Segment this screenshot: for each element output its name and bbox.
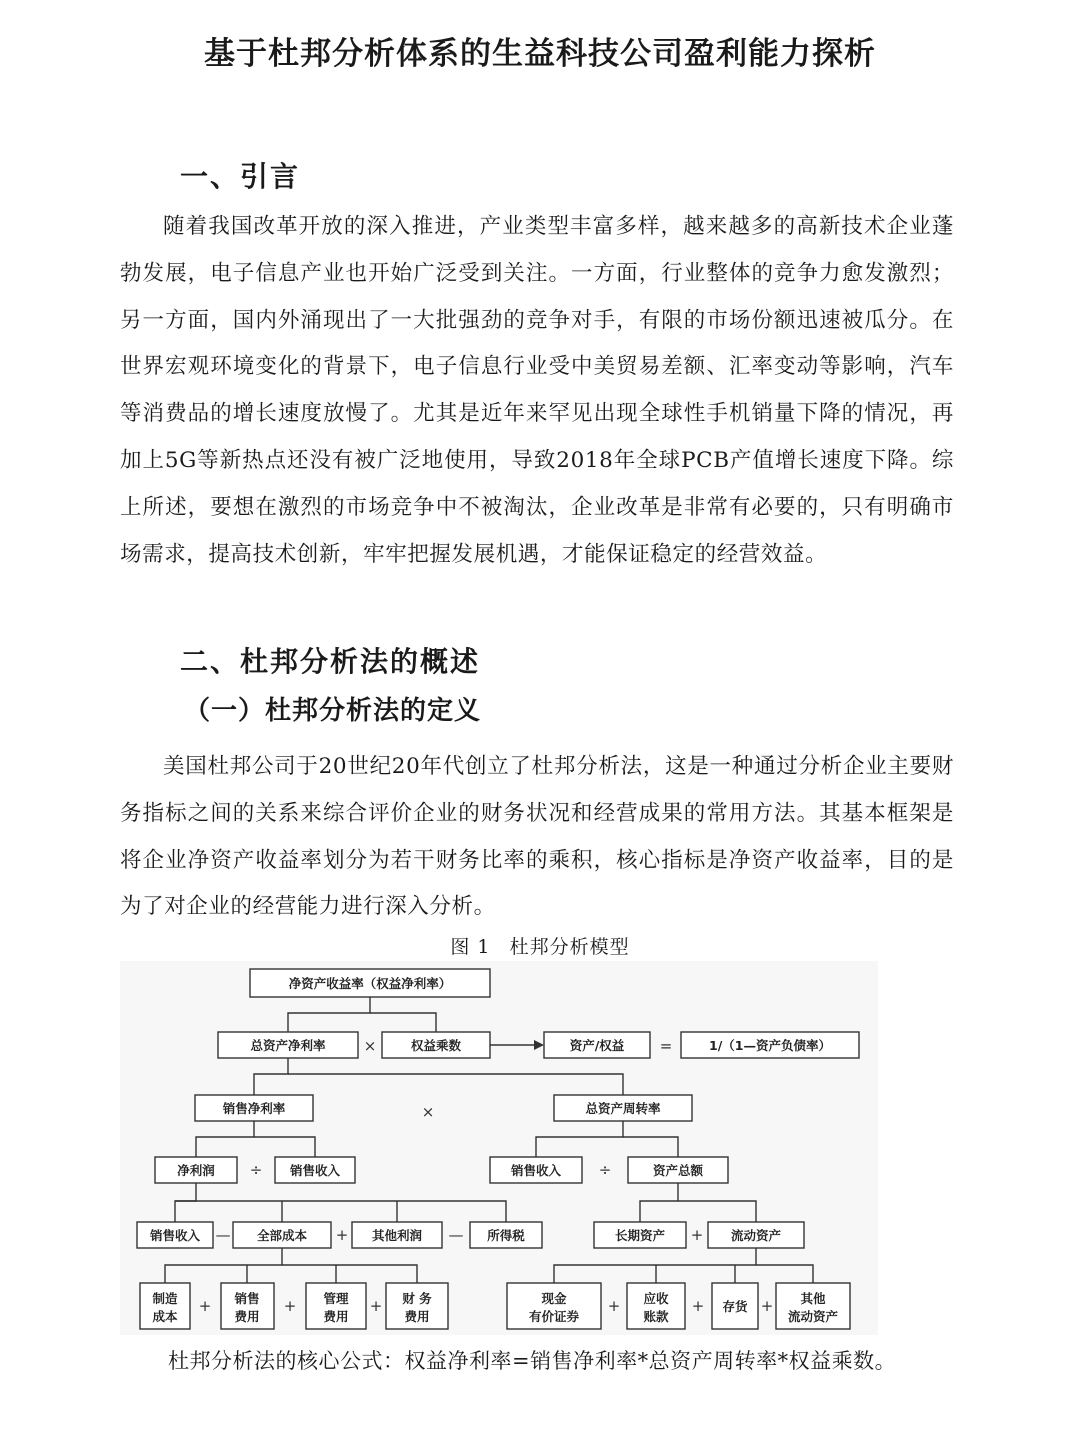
label-net-profit: 净利润 (177, 1163, 215, 1178)
label-assets-over-equity: 资产/权益 (569, 1038, 625, 1053)
connector-total-cost-fin (282, 1265, 417, 1283)
connector-net-margin (196, 1121, 254, 1157)
document-title: 基于杜邦分析体系的生益科技公司盈利能力探析 (204, 36, 876, 72)
label-fin-exp-1: 财 务 (402, 1291, 432, 1306)
label-receivable-2: 账款 (643, 1309, 669, 1324)
label-sales-revenue-a: 销售收入 (289, 1163, 341, 1178)
label-receivable-1: 应收 (643, 1291, 669, 1306)
op-plus-6: + (607, 1297, 621, 1315)
connector-turnover (536, 1121, 623, 1157)
op-times-1: × (363, 1037, 377, 1055)
connector-net-profit (175, 1183, 196, 1222)
op-divide-1: ÷ (249, 1161, 263, 1179)
op-plus-2: + (690, 1226, 704, 1244)
connector-total-assets-current (678, 1201, 756, 1222)
op-plus-7: + (691, 1297, 705, 1315)
op-minus-2: — (448, 1226, 464, 1244)
figure-caption-label: 图 1 (450, 936, 491, 958)
op-times-2: × (421, 1103, 435, 1121)
label-roe: 净资产收益率（权益净利率） (288, 976, 452, 991)
label-total-cost: 全部成本 (256, 1228, 308, 1243)
op-minus-1: — (215, 1226, 231, 1244)
label-inventory: 存货 (722, 1299, 748, 1314)
label-fin-exp-2: 费用 (404, 1309, 430, 1324)
label-income-tax: 所得税 (487, 1228, 525, 1243)
core-formula: 杜邦分析法的核心公式：权益净利率=销售净利率*总资产周转率*权益乘数。 (168, 1349, 897, 1373)
label-one-over-debt: 1/（1—资产负债率） (709, 1038, 831, 1053)
label-equity-multiplier: 权益乘数 (410, 1038, 462, 1053)
connector-current-assets (554, 1248, 756, 1283)
label-admin-exp-2: 费用 (323, 1309, 349, 1324)
section-heading-introduction: 一、引言 (180, 160, 301, 193)
label-other-current-2: 流动资产 (787, 1309, 839, 1324)
op-plus-3: + (198, 1297, 212, 1315)
label-cash-2: 有价证券 (528, 1309, 580, 1324)
connector-net-profit-tax (175, 1201, 506, 1222)
op-equals: = (659, 1037, 673, 1055)
definition-paragraph: 美国杜邦公司于20世纪20年代创立了杜邦分析法，这是一种通过分析企业主要财务指标之间的关系来综合评价企业的财务状况和经营成果的常用方法。其基本框架是将企业净资产收益率划分为若干财务比率的乘积，核心指标是净资产收益率，目的是为了对企业的经营能力进行深入分析。 (120, 754, 954, 920)
arrow-head (534, 1040, 544, 1050)
label-selling-exp-1: 销售 (234, 1291, 260, 1306)
op-plus-8: + (760, 1297, 774, 1315)
label-long-term-assets: 长期资产 (614, 1228, 666, 1243)
label-selling-exp-2: 费用 (234, 1309, 260, 1324)
connector-current-assets-other (756, 1265, 813, 1283)
figure-caption (0, 932, 1080, 959)
connector-roe-equity (370, 1013, 436, 1032)
label-admin-exp-1: 管理 (323, 1291, 349, 1306)
op-divide-2: ÷ (598, 1161, 612, 1179)
label-sales-revenue-b: 销售收入 (510, 1163, 562, 1178)
figure-caption-text: 杜邦分析模型 (509, 936, 630, 958)
label-net-margin: 销售净利率 (222, 1101, 286, 1116)
label-other-profit: 其他利润 (371, 1228, 423, 1243)
op-plus-5: + (369, 1297, 383, 1315)
subsection-heading-dupont-definition: （一）杜邦分析法的定义 (184, 696, 482, 726)
label-cash-1: 现金 (541, 1291, 567, 1306)
label-total-assets: 资产总额 (652, 1163, 704, 1178)
label-mfg-cost-2: 成本 (152, 1309, 178, 1324)
connector-roa (254, 1058, 288, 1095)
connector-net-margin-sales (254, 1137, 315, 1157)
label-roa: 总资产净利率 (250, 1038, 326, 1053)
connector-total-cost (165, 1248, 282, 1283)
introduction-paragraph: 随着我国改革开放的深入推进，产业类型丰富多样，越来越多的高新技术企业蓬勃发展，电子信息产业也开始广泛受到关注。一方面，行业整体的竞争力愈发激烈；另一方面，国内外涌现出了一大批强劲的竞争对手，有限的市场份额迅速被瓜分。在世界宏观环境变化的背景下，电子信息行业受中美贸易差额、汇率变动等影响，汽车等消费品的增长速度放慢了。尤其是近年来罕见出现全球性手机销量下降的情况，再加上5G等新热点还没有被广泛地使用，导致2018年全球PCB产值增长速度下降。综上所述，要想在激烈的市场竞争中不被淘汰，企业改革是非常有必要的，只有明确市场需求，提高技术创新，牢牢把握发展机遇，才能保证稳定的经营效益。 (120, 214, 954, 567)
dupont-model-diagram (120, 961, 878, 1335)
op-plus-4: + (283, 1297, 297, 1315)
label-other-current-1: 其他 (800, 1291, 826, 1306)
label-asset-turnover: 总资产周转率 (585, 1101, 661, 1116)
connector-roa-turnover (288, 1074, 623, 1095)
op-plus-1: + (335, 1226, 349, 1244)
label-current-assets: 流动资产 (730, 1228, 782, 1243)
connector-total-assets (640, 1183, 678, 1222)
dupont-diagram-svg (120, 961, 878, 1335)
connector-roe (288, 997, 370, 1032)
section-heading-dupont-overview: 二、杜邦分析法的概述 (180, 645, 481, 678)
label-sales-revenue-c: 销售收入 (149, 1228, 201, 1243)
connector-turnover-assets (623, 1137, 678, 1157)
label-mfg-cost-1: 制造 (152, 1291, 178, 1306)
